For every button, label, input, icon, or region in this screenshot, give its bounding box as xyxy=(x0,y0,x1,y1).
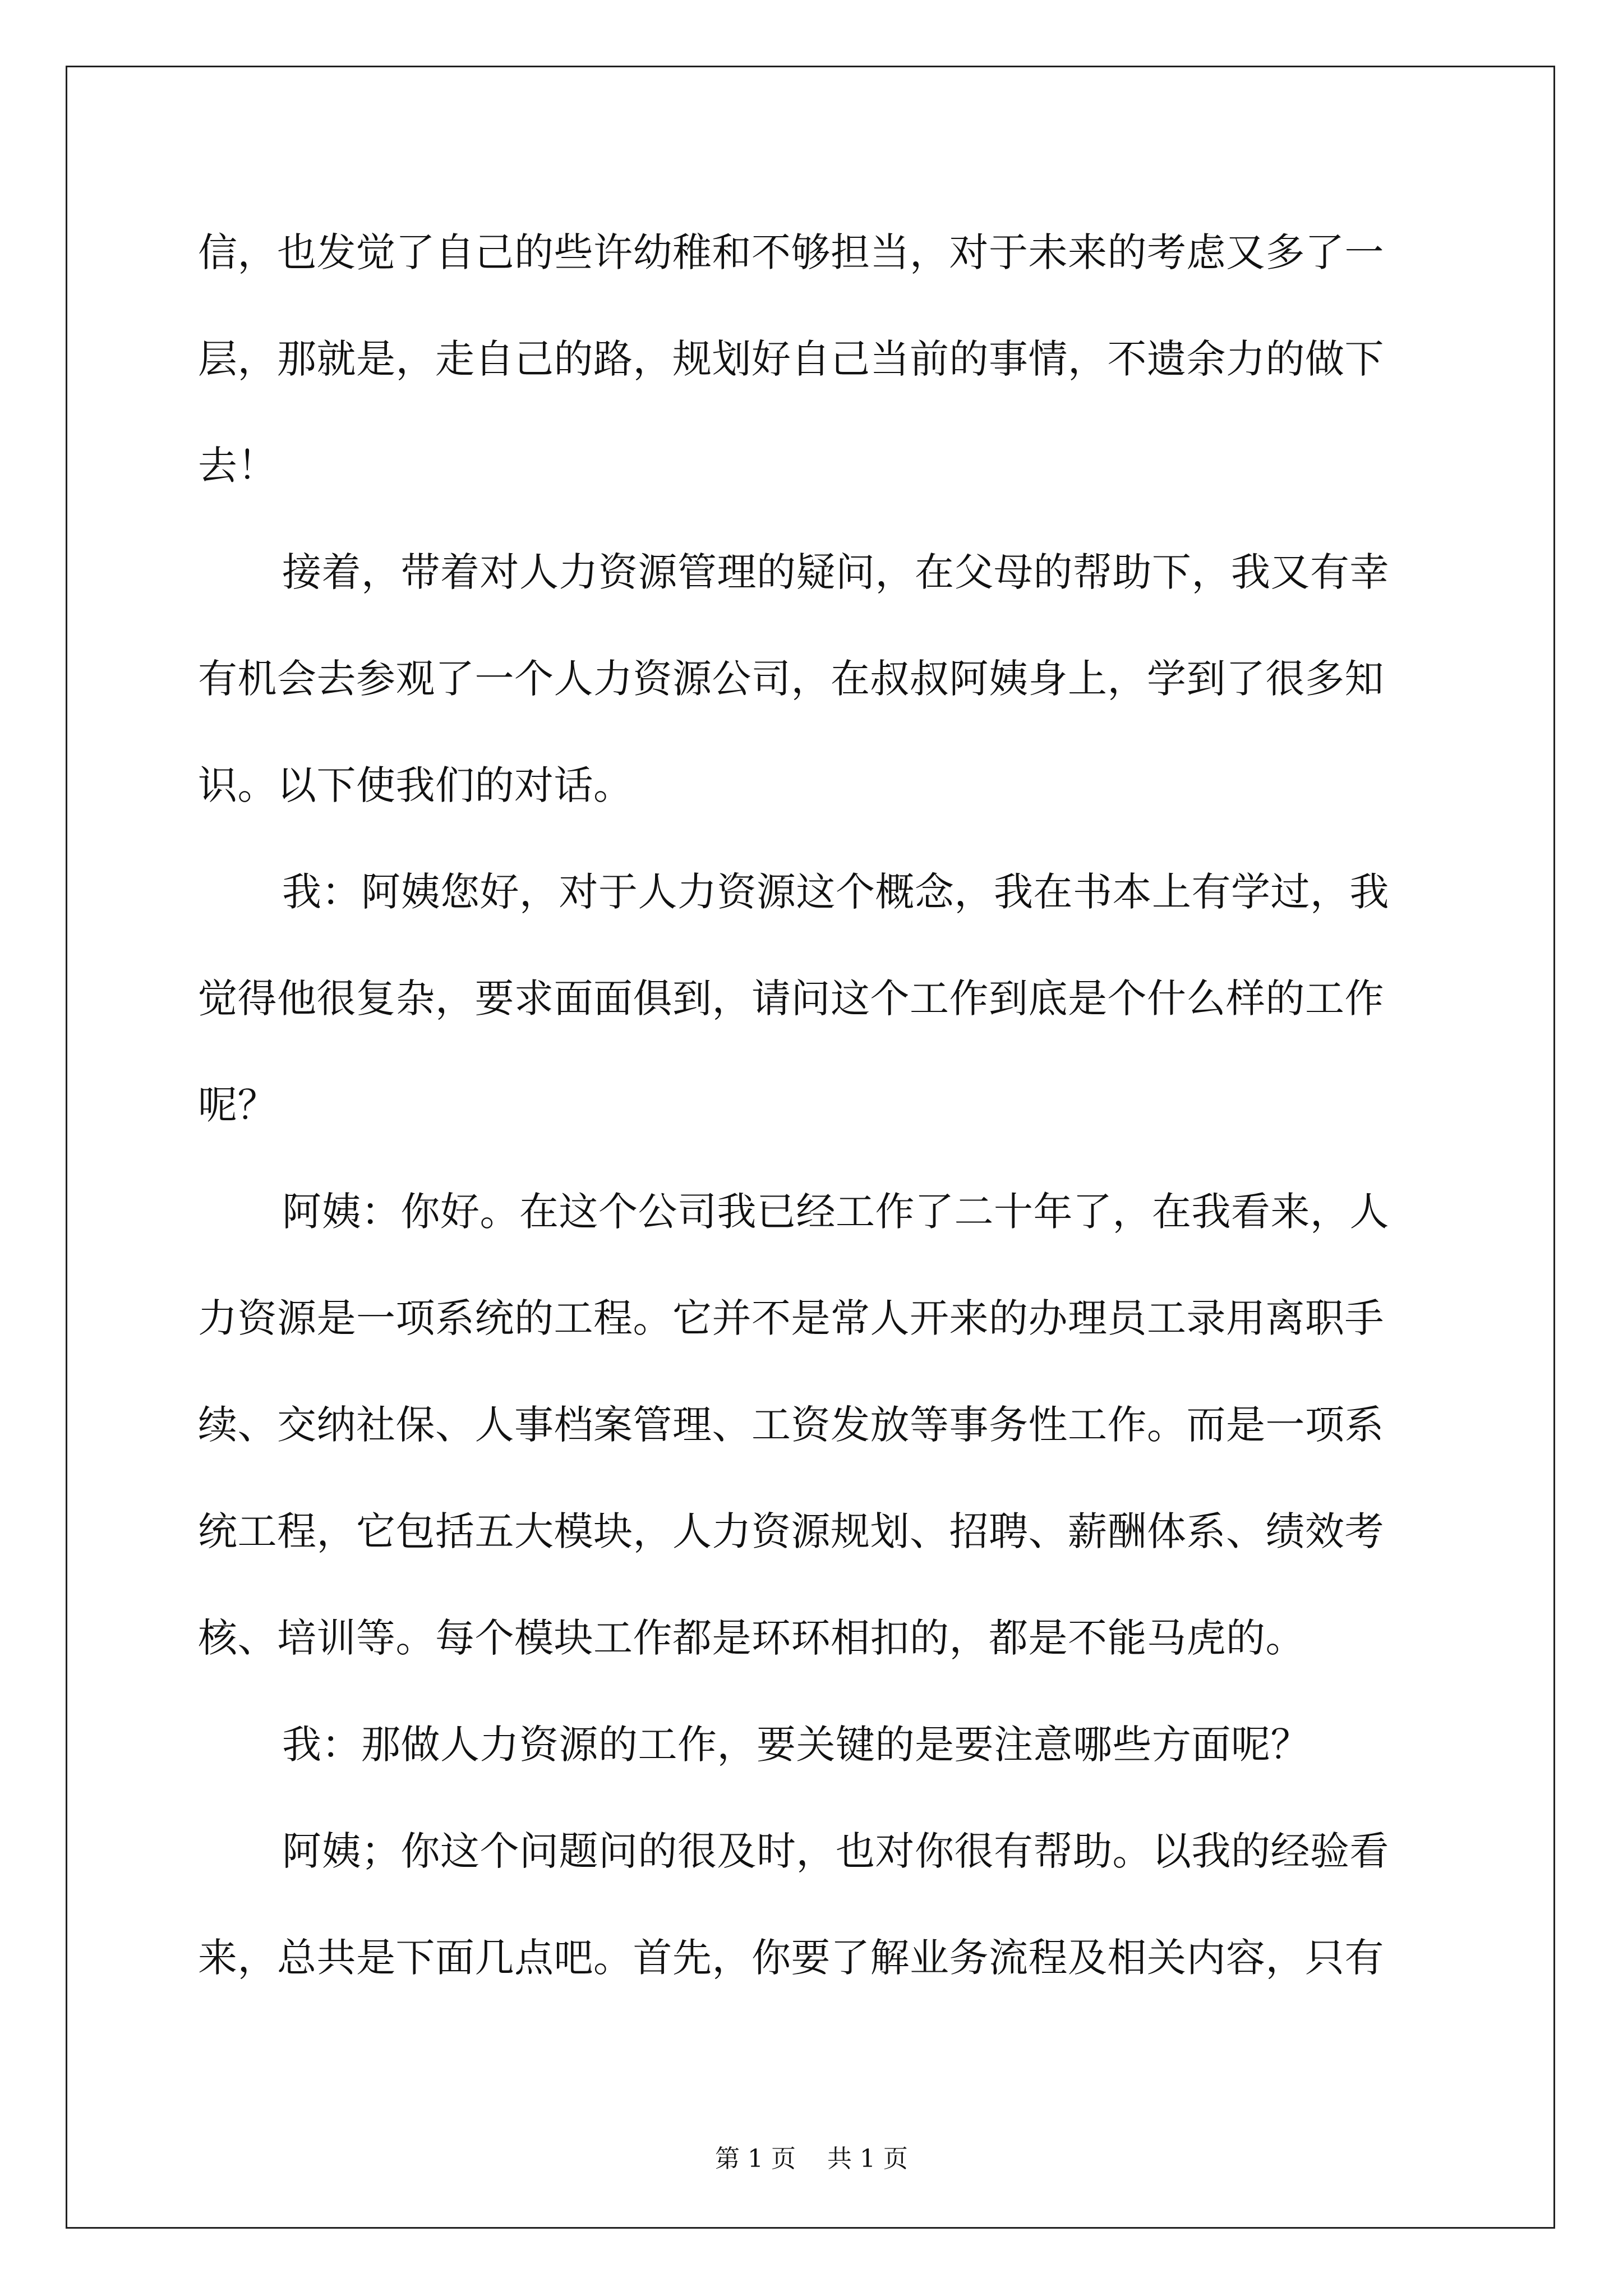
text-line: 信，也发觉了自己的些许幼稚和不够担当，对于未来的考虑又多了一 xyxy=(198,229,1384,275)
text-line: 接着，带着对人力资源管理的疑问，在父母的帮助下，我又有幸 xyxy=(282,549,1389,595)
text-line: 我：那做人力资源的工作，要关键的是要注意哪些方面呢？ xyxy=(282,1722,1310,1768)
text-line: 呢？ xyxy=(198,1082,277,1128)
text-line: 力资源是一项系统的工程。它并不是常人开来的办理员工录用离职手 xyxy=(198,1295,1384,1341)
document-body xyxy=(198,199,1429,2011)
text-line: 来，总共是下面几点吧。首先，你要了解业务流程及相关内容，只有 xyxy=(198,1935,1384,1981)
text-line: 识。以下使我们的对话。 xyxy=(198,762,633,808)
footer-spacer xyxy=(796,2145,827,2173)
text-line: 层，那就是，走自己的路，规划好自己当前的事情，不遗余力的做下 xyxy=(198,336,1384,382)
text-line: 有机会去参观了一个人力资源公司，在叔叔阿姨身上，学到了很多知 xyxy=(198,656,1384,702)
page-total: 共 1 页 xyxy=(827,2145,908,2173)
page-number: 第 1 页 xyxy=(715,2145,796,2173)
text-line: 觉得他很复杂，要求面面俱到，请问这个工作到底是个什么样的工作 xyxy=(198,976,1384,1022)
page-footer xyxy=(0,2138,1623,2174)
text-line: 去！ xyxy=(198,443,277,489)
text-line: 统工程，它包括五大模块，人力资源规划、招聘、薪酬体系、绩效考 xyxy=(198,1508,1384,1554)
text-line: 核、培训等。每个模块工作都是环环相扣的，都是不能马虎的。 xyxy=(198,1615,1305,1661)
text-line: 我：阿姨您好，对于人力资源这个概念，我在书本上有学过，我 xyxy=(282,869,1389,915)
text-line: 阿姨；你这个问题问的很及时，也对你很有帮助。以我的经验看 xyxy=(282,1828,1389,1874)
text-line: 续、交纳社保、人事档案管理、工资发放等事务性工作。而是一项系 xyxy=(198,1402,1384,1448)
text-line: 阿姨：你好。在这个公司我已经工作了二十年了，在我看来，人 xyxy=(282,1189,1389,1235)
